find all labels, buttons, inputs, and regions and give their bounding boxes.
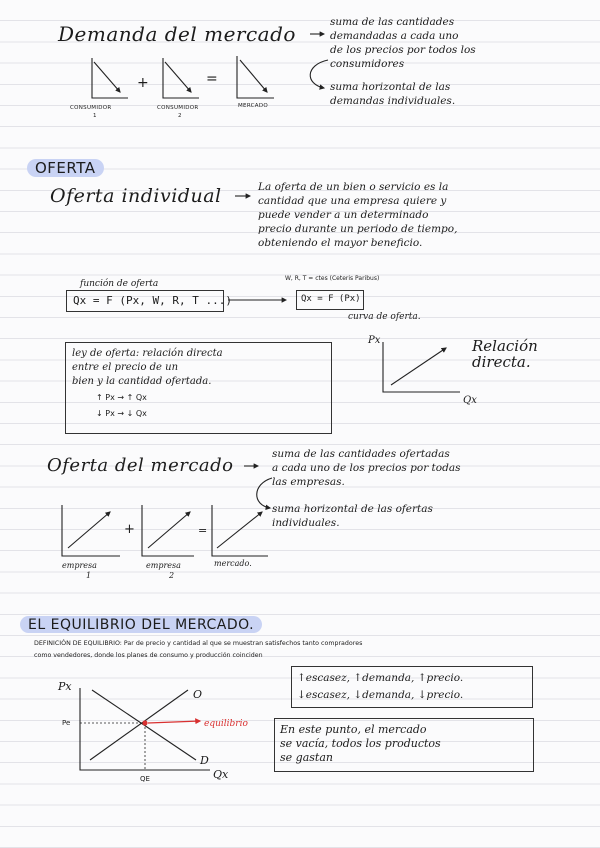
oferta-label-empresa-2: empresa (146, 561, 181, 570)
oferta-curve-o (90, 690, 188, 760)
oferta-mercado-desc-2: suma horizontal de las ofertas individuales. (272, 503, 433, 529)
funcion-oferta-label: función de oferta (80, 279, 159, 289)
ley-oferta-text: ley de oferta: relación directa entre el precio de un bien y la cantidad ofertada. (72, 348, 223, 387)
oferta-mercado-curve-arrow (257, 478, 272, 508)
funcion-oferta-formula: Qx = F (Px, W, R, T ...) (73, 294, 232, 307)
oferta-curva-chart (383, 342, 460, 392)
demanda-curve-label-d: D (200, 754, 209, 767)
equilibrio-axis-px: Px (58, 680, 72, 693)
oferta-mercado-title: Oferta del mercado (47, 455, 234, 476)
oferta-chart-empresa-2 (142, 505, 194, 556)
oferta-equals: = (198, 524, 208, 537)
demanda-desc-2: suma horizontal de las demandas individuales. (330, 81, 456, 107)
oferta-axis-qx: Qx (463, 395, 477, 406)
short-formula: Qx = F (Px) (301, 294, 361, 304)
equilibrio-point (142, 720, 147, 725)
demanda-equals: = (206, 71, 218, 87)
ley-oferta-up: ↑ Px → ↑ Qx (96, 393, 147, 402)
demanda-chart-mercado (237, 56, 274, 98)
demanda-plus: + (137, 75, 149, 91)
equilibrio-chart (80, 688, 210, 770)
oferta-label-empresa-1-num: 1 (86, 571, 92, 580)
demanda-curve-arrow (310, 60, 328, 88)
oferta-curve-label-o: O (193, 688, 203, 701)
equilibrio-arrow (148, 721, 200, 723)
escasez-down: ↓escasez, ↓demanda, ↓precio. (297, 689, 464, 701)
curva-oferta-label: curva de oferta. (348, 312, 421, 322)
demanda-title: Demanda del mercado (58, 22, 296, 46)
equilibrio-point-label: equilibrio (204, 719, 248, 729)
equilibrio-heading: EL EQUILIBRIO DEL MERCADO. (20, 616, 262, 633)
demanda-label-consumidor-1: CONSUMIDOR (70, 105, 112, 111)
oferta-heading: OFERTA (27, 159, 104, 177)
demanda-label-consumidor-2-num: 2 (178, 113, 182, 119)
oferta-label-empresa-2-num: 2 (169, 571, 175, 580)
equilibrio-axis-qx: Qx (213, 768, 229, 781)
oferta-axis-px: Px (368, 335, 381, 346)
demanda-label-consumidor-2: CONSUMIDOR (157, 105, 199, 111)
ley-oferta-down: ↓ Px → ↓ Qx (96, 409, 147, 418)
equilibrio-label-pe: Pe (62, 719, 71, 727)
oferta-label-mercado: mercado. (214, 559, 252, 568)
equilibrio-definition: DEFINICIÓN DE EQUILIBRIO: Par de precio y cantidad al que se muestran satisfechos tanto compradores como vendedores, donde los planes de consumo y producción coinciden (34, 640, 363, 659)
relacion-directa: Relación directa. (472, 337, 538, 371)
demanda-chart-consumidor-2 (163, 58, 199, 98)
oferta-individual-title: Oferta individual (50, 185, 222, 207)
oferta-individual-desc: La oferta de un bien o servicio es la cantidad que una empresa quiere y puede vender a un determinado precio durante un periodo de tiempo, obteniendo el mayor beneficio. (258, 181, 458, 249)
oferta-chart-empresa-1 (62, 505, 120, 556)
demanda-chart-consumidor-1 (92, 58, 128, 98)
demanda-label-consumidor-1-num: 1 (93, 113, 97, 119)
demanda-desc-1: suma de las cantidades demandadas a cada uno de los precios por todos los consumidores (330, 16, 476, 70)
ceteris-paribus: W, R, T = ctes (Ceteris Paribus) (285, 275, 380, 282)
oferta-mercado-desc-1: suma de las cantidades ofertadas a cada uno de los precios por todas las empresas. (272, 448, 461, 488)
mercado-vacia-text: En este punto, el mercado se vacía, todos los productos se gastan (280, 723, 441, 764)
demanda-label-mercado: MERCADO (238, 103, 269, 109)
oferta-chart-mercado (212, 505, 268, 556)
oferta-label-empresa-1: empresa (62, 561, 97, 570)
escasez-up: ↑escasez, ↑demanda, ↑precio. (297, 672, 464, 684)
equilibrio-label-qe: QE (140, 775, 150, 783)
oferta-plus: + (124, 522, 135, 537)
